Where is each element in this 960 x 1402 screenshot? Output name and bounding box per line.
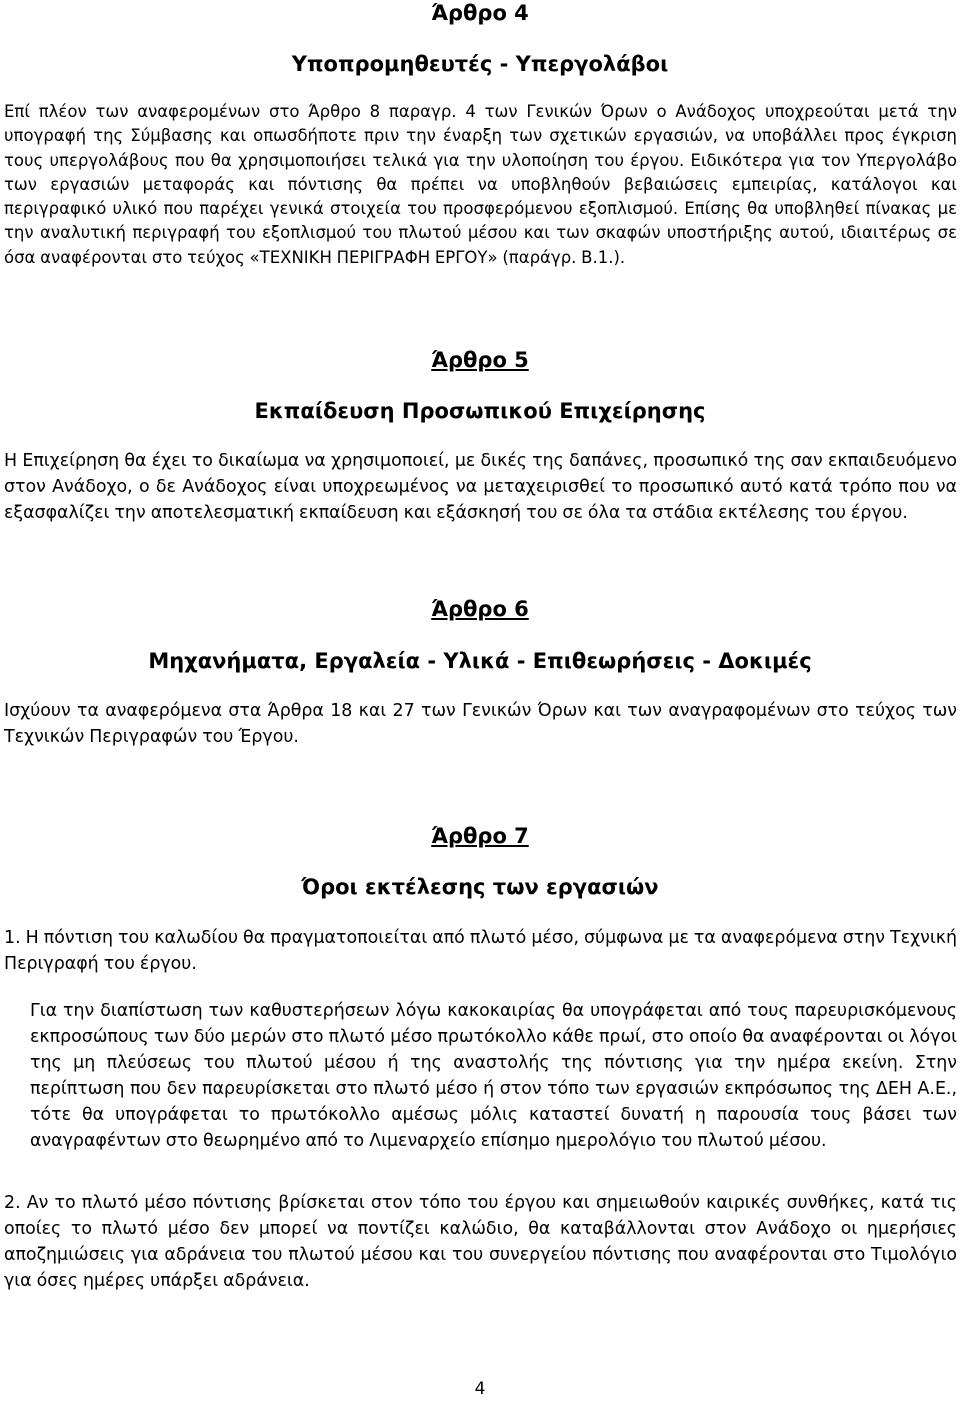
article-7-item-1-detail: Για την διαπίστωση των καθυστερήσεων λόγω κακοκαιρίας θα υπογράφεται από τους παρευρισκόμενους εκπροσώπους των δύο μερών στο πλωτό μέσο πρωτόκολλο κάθε πρωί, στο οποίο θα αναφέρονται οι λόγοι της μη πλεύσεως του πλωτού μέσου ή της αναστολής της πόντισης για την ημέρα εκείνη. Στην περίπτωση που δεν παρευρίσκεται στο πλωτό μέσο ή στον τόπο των εργασιών εκπρόσωπος της ΔΕΗ Α.Ε., τότε θα υπογράφεται το πρωτόκολλο αμέσως μόλις καταστεί δυνατή η παρουσία τους βάσει των αναγραφέντων στο θεωρημένο από το Λιμεναρχείο επίσημο ημερολόγιο του πλωτού μέσου. bbox=[30, 1001, 957, 1151]
article-7-item-1: 1. Η πόντιση του καλωδίου θα πραγματοποιείται από πλωτό μέσο, σύμφωνα με τα αναφερόμενα στην Τεχνική Περιγραφή του έργου. bbox=[4, 928, 957, 974]
article-5-heading: Άρθρο 5 bbox=[431, 348, 529, 372]
article-5-subheading: Εκπαίδευση Προσωπικού Επιχείρησης bbox=[254, 399, 706, 423]
article-7-heading: Άρθρο 7 bbox=[431, 824, 529, 848]
article-4-body: Επί πλέον των αναφερομένων στο Άρθρο 8 παραγρ. 4 των Γενικών Όρων ο Ανάδοχος υποχρεούται μετά την υπογραφή της Σύμβασης και οπωσδήποτε πριν την έναρξη των σχετικών εργασιών, να υποβάλλει προς έγκριση τους υπεργολάβους που θα χρησιμοποιήσει τελικά για την υλοποίηση του έργου. Ειδικότερα για τον Υπεργολάβο των εργασιών μεταφοράς και πόντισης θα πρέπει να υποβληθούν βεβαιώσεις εμπειρίας, κατάλογοι και περιγραφικό υλικό που παρέχει γενικά στοιχεία του προσφερόμενου εξοπλισμού. Επίσης θα υποβληθεί πίνακας με την αναλυτική περιγραφή του εξοπλισμού του πλωτού μέσου και των σκαφών υποστήριξης αυτού, ιδιαιτέρως σε όσα αναφέρονται στο τεύχος «ΤΕΧΝΙΚΗ ΠΕΡΙΓΡΑΦΗ ΕΡΓΟΥ» (παράγρ. Β.1.). bbox=[4, 102, 957, 267]
article-5-body: Η Επιχείρηση θα έχει το δικαίωμα να χρησιμοποιεί, με δικές της δαπάνες, προσωπικό της σαν εκπαιδευόμενο στον Ανάδοχο, ο δε Ανάδοχος είναι υποχρεωμένος να μεταχειρισθεί το προσωπικό αυτό κατά τρόπο που να εξασφαλίζει την αποτελεσματική εκπαίδευση και εξάσκησή του σε όλα τα στάδια εκτέλεσης του έργου. bbox=[4, 451, 957, 523]
article-7-item-2: 2. Αν το πλωτό μέσο πόντισης βρίσκεται στον τόπο του έργου και σημειωθούν καιρικές συνθήκες, κατά τις οποίες το πλωτό μέσο δεν μπορεί να ποντίζει καλώδιο, θα καταβάλλονται στον Ανάδοχο οι ημερήσιες αποζημιώσεις για αδράνεια του πλωτού μέσου και του συνεργείου πόντισης που αναφέρονται στο Τιμολόγιο για όσες ημέρες υπάρξει αδράνεια. bbox=[4, 1193, 957, 1291]
page-number: 4 bbox=[474, 1379, 486, 1399]
article-6-body: Ισχύουν τα αναφερόμενα στα Άρθρα 18 και 27 των Γενικών Όρων και των αναγραφομένων στο τεύχος των Τεχνικών Περιγραφών του Έργου. bbox=[4, 701, 957, 747]
article-6-subheading: Μηχανήματα, Εργαλεία - Υλικά - Επιθεωρήσεις - Δοκιμές bbox=[148, 649, 812, 673]
article-7-subheading: Όροι εκτέλεσης των εργασιών bbox=[301, 875, 659, 899]
article-4-subheading: Υποπρομηθευτές - Υπεργολάβοι bbox=[291, 52, 669, 76]
article-6-heading: Άρθρο 6 bbox=[431, 597, 529, 621]
article-4-heading: Άρθρο 4 bbox=[431, 1, 529, 25]
